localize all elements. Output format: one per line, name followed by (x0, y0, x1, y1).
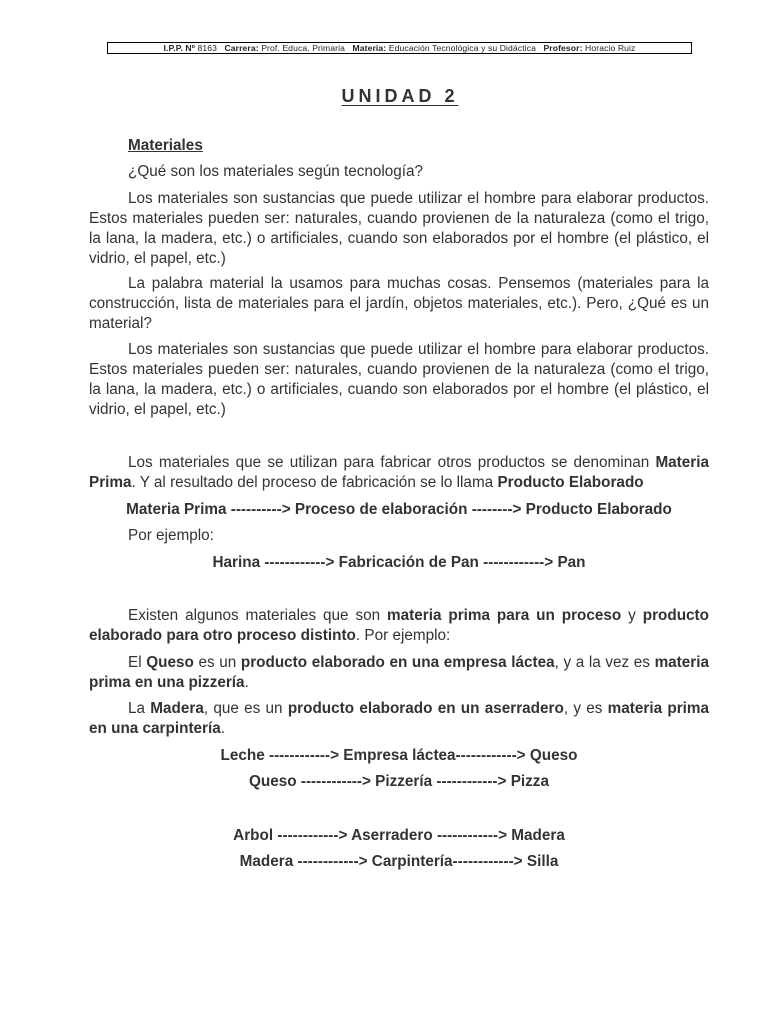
paragraph-5: Existen algunos materiales que son materia prima para un proceso y producto elaborado para otro proceso distinto. Por ejemplo: (89, 607, 709, 644)
page-title (0, 86, 768, 107)
document-header (107, 42, 692, 54)
ipp-label: I.P.P. Nº (163, 43, 195, 53)
paragraph-2: La palabra material la usamos para muchas cosas. Pensemos (materiales para la construcción, lista de materiales para el jardín, objetos materiales, etc.). Pero, ¿Qué es un material? (89, 275, 709, 332)
paragraph-6: El Queso es un producto elaborado en una empresa láctea, y a la vez es materia prima en una pizzería. (89, 654, 709, 691)
page-title-text: UNIDAD 2 (341, 86, 459, 106)
carrera-value: Prof. Educa. Primaria (261, 43, 345, 53)
paragraph-7: La Madera, que es un producto elaborado en un aserradero, y es materia prima en una carpintería. (89, 700, 710, 737)
profesor-label: Profesor: (543, 43, 583, 53)
paragraph-4: Los materiales que se utilizan para fabricar otros productos se denominan Materia Prima. Y al resultado del proceso de fabricación se lo llama Producto Elaborado (89, 454, 709, 491)
section-heading: Materiales (128, 137, 203, 154)
flow-arbol: Arbol ------------> Aserradero ------------> Madera (233, 827, 565, 844)
flow-materia-prima: Materia Prima ----------> Proceso de elaboración --------> Producto Elaborado (126, 501, 672, 518)
flow-queso: Queso ------------> Pizzería ------------> Pizza (249, 773, 549, 790)
example-label: Por ejemplo: (128, 527, 214, 544)
flow-harina: Harina ------------> Fabricación de Pan ------------> Pan (212, 554, 586, 571)
flow-madera: Madera ------------> Carpintería------------> Silla (239, 853, 559, 870)
profesor-value: Horacio Ruiz (585, 43, 636, 53)
paragraph-1: Los materiales son sustancias que puede utilizar el hombre para elaborar productos. Estos materiales pueden ser: naturales, cuando provienen de la naturaleza (como el trigo, la lana, la madera, etc.) o artificiales, cuando son elaborados por el hombre (el plástico, el vidrio, el papel, etc.) (89, 190, 709, 267)
materia-label: Materia: (352, 43, 387, 53)
question-line: ¿Qué son los materiales según tecnología? (128, 163, 424, 180)
ipp-value: 8163 (197, 43, 217, 53)
carrera-label: Carrera: (224, 43, 259, 53)
paragraph-3: Los materiales son sustancias que puede utilizar el hombre para elaborar productos. Estos materiales pueden ser: naturales, cuando provienen de la naturaleza (como el trigo, la lana, la madera, etc.) o artificiales, cuando son elaborados por el hombre (el plástico, el vidrio, el papel, etc.) (89, 341, 709, 418)
materia-value: Educación Tecnológica y su Didáctica (388, 43, 536, 53)
flow-leche: Leche ------------> Empresa láctea------------> Queso (220, 747, 578, 764)
